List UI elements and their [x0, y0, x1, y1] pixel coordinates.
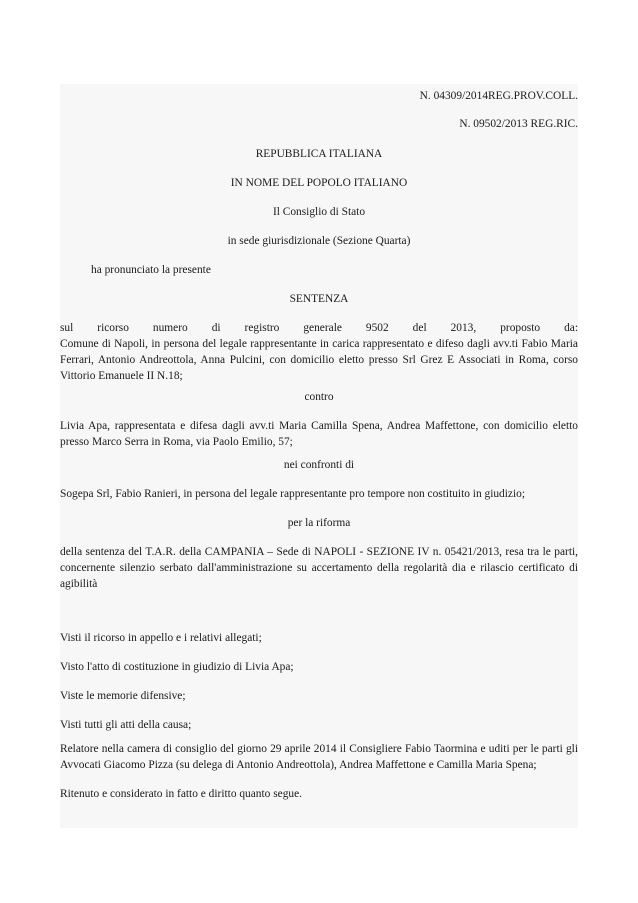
reg-prov-number: N. 04309/2014REG.PROV.COLL.: [419, 90, 578, 102]
in-nome-heading: IN NOME DEL POPOLO ITALIANO: [230, 177, 408, 189]
riforma-paragraph: della sentenza del T.A.R. della CAMPANIA – Sede di NAPOLI - SEZIONE IV n. 05421/2013, resa tra le parti, concernente silenzio serbato dall'amministrazione su accertamento della regolarità dia e rilascio certificato di agibilità: [60, 546, 578, 590]
contro-heading: contro: [304, 391, 334, 403]
reg-ric-number: N. 09502/2013 REG.RIC.: [459, 118, 578, 130]
sentenza-heading: SENTENZA: [289, 293, 349, 305]
ricorso-paragraph: Comune di Napoli, in persona del legale rappresentante in carica rappresentato e difeso dagli avv.ti Fabio Maria Ferrari, Antonio Andreottola, Anna Pulcini, con domicilio eletto presso Srl Grez E Associati in Roma, corso Vittorio Emanuele II N.18;: [60, 338, 578, 382]
ritenuto-line: Ritenuto e considerato in fatto e diritto quanto segue.: [60, 788, 302, 800]
pronounced-line: ha pronunciato la presente: [91, 264, 211, 276]
visto-costituzione: Visto l'atto di costituzione in giudizio di Livia Apa;: [60, 661, 294, 673]
viste-memorie: Viste le memorie difensive;: [60, 690, 186, 702]
republic-heading: REPUBBLICA ITALIANA: [255, 148, 383, 160]
confronti-paragraph: Sogepa Srl, Fabio Ranieri, in persona del legale rappresentante pro tempore non costituito in giudizio;: [60, 488, 526, 500]
document-page: [60, 84, 578, 828]
riforma-heading: per la riforma: [287, 517, 351, 529]
confronti-heading: nei confronti di: [283, 459, 355, 471]
relatore-paragraph: Relatore nella camera di consiglio del giorno 29 aprile 2014 il Consigliere Fabio Taormina e uditi per le parti gli Avvocati Giacomo Pizza (su delega di Antonio Andreottola), Andrea Maffettone e Camilla Maria Spena;: [60, 743, 578, 771]
court-name: Il Consiglio di Stato: [272, 206, 366, 218]
contro-paragraph: Livia Apa, rappresentata e difesa dagli avv.ti Maria Camilla Spena, Andrea Maffettone, con domicilio eletto presso Marco Serra in Roma, via Paolo Emilio, 57;: [60, 420, 578, 448]
visti-atti: Visti tutti gli atti della causa;: [60, 719, 192, 731]
ricorso-first-line: sul ricorso numero di registro generale 9502 del 2013, proposto da:: [60, 322, 578, 334]
visti-ricorso: Visti il ricorso in appello e i relativi allegati;: [60, 632, 262, 644]
court-section: in sede giurisdizionale (Sezione Quarta): [227, 235, 411, 247]
